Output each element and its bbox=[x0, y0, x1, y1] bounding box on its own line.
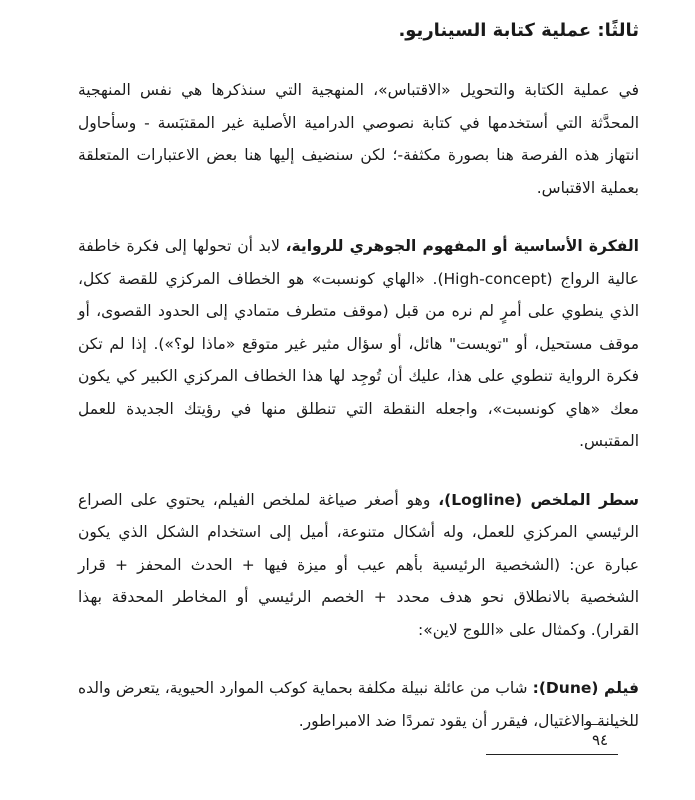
paragraph-logline-text: وهو أصغر صياغة لملخص الفيلم، يحتوي على الصراع الرئيسي المركزي للعمل، وله أشكال متنوعة، أميل إلى استخدام الشكل الذي يكون عبارة عن: (الشخصية الرئيسية بأهم عيب أو ميزة فيها + الحدث المحفز + قرار الشخصية بالانطلاق نحو هدف محدد + الخصم الرئيسي أو المخاطر المحدقة بهذا القرار). وكمثال على «اللوج لاين»: bbox=[78, 490, 639, 639]
section-heading: ثالثًا: عملية كتابة السيناريو. bbox=[398, 20, 639, 41]
paragraph-intro bbox=[78, 74, 639, 204]
paragraph-high-concept bbox=[78, 230, 639, 458]
paragraph-dune-text: شاب من عائلة نبيلة مكلفة بحماية كوكب الموارد الحيوية، يتعرض والده للخيانة والاغتيال، فيقرر أن يقود تمردًا ضد الامبراطور. bbox=[78, 679, 639, 730]
footer-long-rule bbox=[486, 754, 618, 755]
paragraph-high-concept-text: لابد أن تحولها إلى فكرة خاطفة عالية الرواج (High-concept). «الهاي كونسبت» هو الخطاف المركزي للقصة ككل، الذي ينطوي على أمرٍ لم نره من قبل (موقف متطرف متمادي إلى الحدود القصوى، أو موقف مستحيل، أو "تويست" هائل، أو سؤال مثير غير متوقع «ماذا لو؟»). إذا لم تكن فكرة الرواية تنطوي على هذا، عليك أن تُوجِد لها هذا الخطاف المركزي الكبير كي يكون معك «هاي كونسبت»، واجعله النقطة التي تنطلق منها في رؤيتك الجديدة للعمل المقتبس. bbox=[78, 237, 639, 450]
footer-short-rule bbox=[584, 724, 616, 725]
paragraph-logline-lead: سطر الملخص (Logline)، bbox=[438, 490, 639, 509]
page-number: ٩٤ bbox=[591, 731, 609, 749]
paragraph-dune-example bbox=[78, 672, 639, 737]
paragraph-intro-text: في عملية الكتابة والتحويل «الاقتباس»، المنهجية التي سنذكرها هي نفس المنهجية المحدَّثة التي أستخدمها في كتابة نصوصي الدرامية الأصلية غير المقتبَسة - وسأحاول انتهاز هذه الفرصة هنا بصورة مكثفة-؛ لكن سنضيف إليها هنا بعض الاعتبارات المتعلقة بعملية الاقتباس. bbox=[78, 81, 639, 197]
paragraph-logline bbox=[78, 484, 639, 647]
paragraph-high-concept-lead: الفكرة الأساسية أو المفهوم الجوهري للرواية، bbox=[285, 237, 639, 255]
paragraph-dune-lead: فيلم (Dune): bbox=[532, 679, 639, 697]
